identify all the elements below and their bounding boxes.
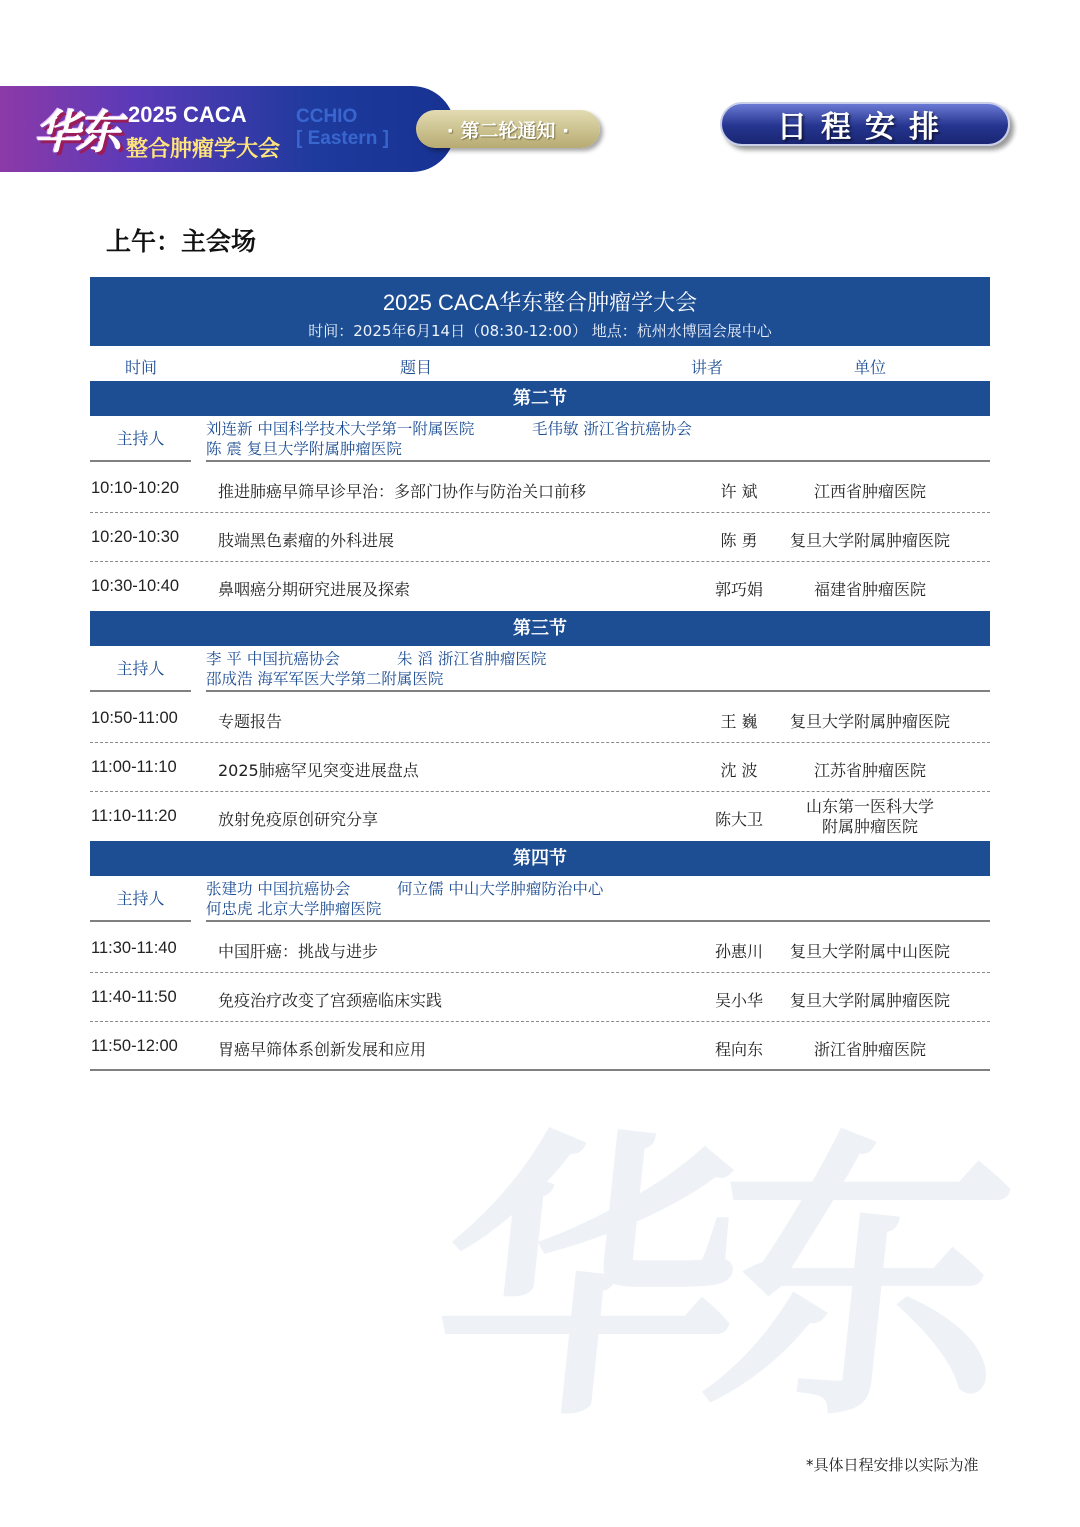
host-label: 主持人 (90, 876, 191, 922)
talk-topic: 肢端黑色素瘤的外科进展 (218, 531, 395, 550)
host-names (206, 646, 990, 692)
host-row (90, 876, 990, 924)
talk-time: 11:00-11:10 (91, 758, 177, 776)
talk-time: 10:50-11:00 (91, 709, 178, 727)
talk-org: 福建省肿瘤医院 (813, 580, 926, 599)
talk-org: 复旦大学附属中山医院 (789, 942, 950, 961)
talk-speaker: 陈大卫 (714, 810, 763, 829)
table-title: 2025 CACA华东整合肿瘤学大会 (382, 290, 698, 315)
talk-org: 复旦大学附属肿瘤医院 (789, 531, 950, 550)
talk-org-line: 山东第一医科大学 (805, 797, 934, 816)
host-row (90, 416, 990, 464)
host-label: 主持人 (90, 416, 191, 462)
talk-topic: 胃癌早筛体系创新发展和应用 (218, 1040, 427, 1059)
table-row (90, 924, 990, 973)
talk-topic: 中国肝癌：挑战与进步 (218, 942, 379, 961)
talk-topic: 放射免疫原创研究分享 (218, 810, 379, 829)
host-name: 陈 震 复旦大学附属肿瘤医院 (206, 440, 402, 458)
table-row (90, 743, 990, 792)
table-row (90, 513, 990, 562)
talk-time: 11:30-11:40 (91, 939, 177, 957)
session-bar: 第四节 (90, 841, 990, 876)
talk-topic: 2025肺癌罕见突变进展盘点 (218, 761, 419, 780)
host-names (206, 416, 990, 462)
column-header-topic: 题目 (399, 358, 433, 377)
column-header-org: 单位 (853, 358, 887, 377)
table-row (90, 694, 990, 743)
host-names (206, 876, 990, 922)
table-row (90, 464, 990, 513)
host-name: 李 平 中国抗癌协会 (206, 650, 340, 668)
talk-speaker: 陈 勇 (720, 531, 758, 550)
host-name: 张建功 中国抗癌协会 (206, 880, 351, 898)
talk-org-line: 附属肿瘤医院 (821, 817, 918, 836)
banner-name: 整合肿瘤学大会 (126, 136, 281, 162)
table-row (90, 562, 990, 611)
table-subtitle: 时间：2025年6月14日（08:30-12:00） 地点：杭州水博园会展中心 (308, 322, 772, 340)
banner-logo: 华东 (34, 105, 118, 159)
talk-org: 复旦大学附属肿瘤医院 (789, 991, 950, 1010)
host-label: 主持人 (90, 646, 191, 692)
talk-time: 10:30-10:40 (91, 577, 180, 595)
footnote: *具体日程安排以实际为准 (806, 1456, 979, 1474)
talk-org: 江西省肿瘤医院 (813, 482, 926, 501)
host-name: 何立儒 中山大学肿瘤防治中心 (397, 880, 604, 898)
watermark-logo: 华东 (421, 1103, 999, 1456)
talk-org: 浙江省肿瘤医院 (813, 1040, 926, 1059)
talk-topic: 推进肺癌早筛早诊早治：多部门协作与防治关口前移 (218, 482, 587, 501)
table-row (90, 1022, 990, 1071)
talk-speaker: 沈 波 (720, 761, 758, 780)
schedule-table (90, 277, 990, 1071)
talk-org: 江苏省肿瘤医院 (813, 761, 926, 780)
schedule-badge: 日程安排 (720, 102, 1010, 146)
table-header (90, 277, 990, 346)
host-name: 邵成浩 海军军医大学第二附属医院 (206, 670, 444, 688)
column-header-time: 时间 (124, 358, 158, 377)
talk-speaker: 程向东 (714, 1040, 763, 1059)
talk-topic: 鼻咽癌分期研究进展及探索 (218, 580, 411, 599)
host-name: 朱 滔 浙江省肿瘤医院 (397, 650, 547, 668)
talk-org (770, 797, 970, 837)
table-row (90, 973, 990, 1022)
talk-topic: 免疫治疗改变了宫颈癌临床实践 (218, 991, 443, 1010)
banner-year: 2025 CACA (128, 102, 247, 127)
talk-time: 10:10-10:20 (91, 479, 180, 497)
talk-topic: 专题报告 (218, 712, 283, 731)
host-name: 毛伟敏 浙江省抗癌协会 (532, 420, 692, 438)
notice-badge: · 第二轮通知 · (416, 110, 600, 148)
host-name: 刘连新 中国科学技术大学第一附属医院 (206, 420, 475, 438)
talk-time: 11:10-11:20 (91, 807, 177, 825)
column-headers (90, 346, 990, 381)
session-bar: 第三节 (90, 611, 990, 646)
session-bar: 第二节 (90, 381, 990, 416)
talk-speaker: 许 斌 (720, 482, 758, 501)
host-name: 何忠虎 北京大学肿瘤医院 (206, 900, 382, 918)
talk-speaker: 吴小华 (714, 991, 763, 1010)
page-title: 上午：主会场 (106, 227, 257, 256)
talk-org: 复旦大学附属肿瘤医院 (789, 712, 950, 731)
talk-speaker: 孙惠川 (714, 942, 763, 961)
banner-en-eastern: [ Eastern ] (296, 128, 389, 149)
talk-time: 11:50-12:00 (91, 1037, 178, 1055)
host-row (90, 646, 990, 694)
column-header-speaker: 讲者 (690, 358, 724, 377)
banner-en-cchio: CCHIO (296, 106, 358, 127)
talk-time: 11:40-11:50 (91, 988, 177, 1006)
talk-speaker: 郭巧娟 (714, 580, 763, 599)
talk-time: 10:20-10:30 (91, 528, 180, 546)
talk-speaker: 王 巍 (720, 712, 758, 731)
table-row (90, 792, 990, 841)
